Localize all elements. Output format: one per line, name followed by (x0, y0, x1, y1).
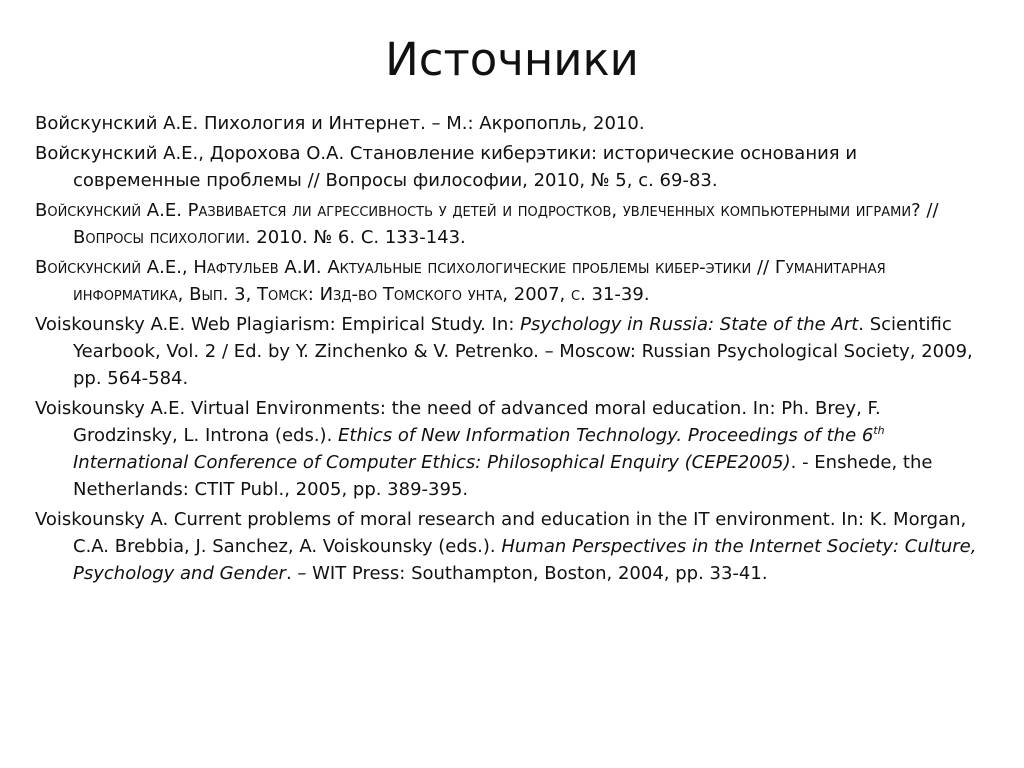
reference-text: Войскунский А.Е., Нафтульев А.И. Актуальные психологические проблемы кибер-этики // Гуманитарная информатика, Вып. 3, Томск: Изд-во Томского унта, 2007, с. 31-39. (35, 257, 886, 305)
reference-superscript: th (873, 424, 885, 437)
reference-text: Voiskounsky A.E. Virtual Environments: the need of advanced moral education. In: Ph. Brey, F. Grodzinsky, L. Introna (eds.). (35, 398, 881, 446)
reference-item (35, 395, 985, 503)
reference-item (35, 311, 985, 392)
reference-text-tail: . Scientific Yearbook, Vol. 2 / Ed. by Y. Zinchenko & V. Petrenko. – Moscow: Russian Psychological Society, 2009, pp. 564-584. (73, 314, 973, 389)
reference-source-title: Ethics of New Information Technology. Proceedings of the 6 (338, 425, 874, 446)
reference-item (35, 110, 985, 137)
reference-text-tail: . – WIT Press: Southampton, Boston, 2004, pp. 33-41. (285, 563, 768, 584)
reference-text: Voiskounsky A.E. Web Plagiarism: Empirical Study. In: (35, 314, 521, 335)
reference-item (35, 140, 985, 194)
reference-item (35, 197, 985, 251)
reference-text-tail: . - Enshede, the Netherlands: CTIT Publ., 2005, pp. 389-395. (73, 452, 933, 500)
slide-title: Источники (385, 33, 639, 86)
reference-list (35, 110, 985, 590)
reference-text: Войскунский А.Е. Развивается ли агрессивность у детей и подростков, увлеченных компьютерными играми? // Вопросы психологии. 2010. № 6. С. 133-143. (35, 200, 939, 248)
reference-source-title-cont: International Conference of Computer Ethics: Philosophical Enquiry (CEPE2005) (73, 452, 791, 473)
reference-text: Войскунский А.Е. Пихология и Интернет. – М.: Акропопль, 2010. (35, 113, 645, 134)
reference-source-title: Psychology in Russia: State of the Art (520, 314, 859, 335)
reference-item (35, 506, 985, 587)
reference-item (35, 254, 985, 308)
reference-source-title: Human Perspectives in the Internet Society: Culture, Psychology and Gender (73, 536, 977, 584)
reference-text: Войскунский А.Е., Дорохова О.А. Становление киберэтики: исторические основания и современные проблемы // Вопросы философии, 2010, № 5, с. 69-83. (35, 143, 858, 191)
reference-text: Voiskounsky A. Current problems of moral research and education in the IT environment. In: K. Morgan, C.A. Brebbia, J. Sanchez, A. Voiskounsky (eds.). (35, 509, 967, 557)
